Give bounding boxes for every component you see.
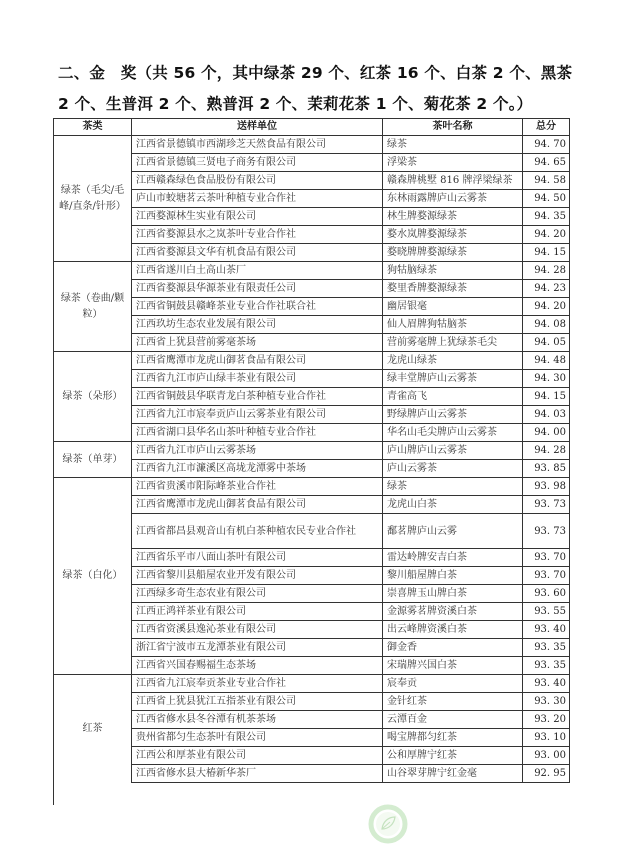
score-cell: 94. 30 <box>523 370 570 388</box>
name-cell: 绿茶 <box>383 478 523 496</box>
table-row <box>54 496 570 514</box>
header-name: 茶叶名称 <box>383 119 523 136</box>
section-heading <box>58 58 578 120</box>
score-cell: 92. 95 <box>523 765 570 783</box>
score-cell: 93. 40 <box>523 675 570 693</box>
heading-line-2: 2 个、生普洱 2 个、熟普洱 2 个、茉莉花茶 1 个、菊花茶 2 个。） <box>58 95 533 113</box>
name-cell: 公和厚牌宁红茶 <box>383 747 523 765</box>
unit-cell: 江西省铜鼓县华联青龙白茶种植专业合作社 <box>132 388 383 406</box>
unit-cell: 江西省九江市濂溪区高垅龙潭雾中茶场 <box>132 460 383 478</box>
score-cell: 93. 60 <box>523 585 570 603</box>
leaf-seal-icon <box>368 804 408 844</box>
table-row <box>54 585 570 603</box>
score-cell: 93. 98 <box>523 478 570 496</box>
score-cell: 93. 10 <box>523 729 570 747</box>
name-cell: 崇喜牌玉山牌白茶 <box>383 585 523 603</box>
unit-cell: 江西公和厚茶业有限公司 <box>132 747 383 765</box>
table-row <box>54 172 570 190</box>
name-cell: 华名山毛尖牌庐山云雾茶 <box>383 424 523 442</box>
name-cell: 山谷翠芽牌宁红金毫 <box>383 765 523 783</box>
header-score: 总分 <box>523 119 570 136</box>
name-cell: 绿茶 <box>383 136 523 154</box>
score-cell: 93. 85 <box>523 460 570 478</box>
name-cell: 宋瑞牌兴国白茶 <box>383 657 523 675</box>
unit-cell: 江西省上犹县营前雾毫茶场 <box>132 334 383 352</box>
table-row <box>54 549 570 567</box>
unit-cell: 江西省贵溪市阳际峰茶业合作社 <box>132 478 383 496</box>
table-row <box>54 298 570 316</box>
unit-cell: 江西省景德镇三贤电子商务有限公司 <box>132 154 383 172</box>
name-cell: 仙人眉牌狗牯脑茶 <box>383 316 523 334</box>
unit-cell: 江西省修水县冬谷潭有机茶茶场 <box>132 711 383 729</box>
unit-cell: 江西正鸿祥茶业有限公司 <box>132 603 383 621</box>
unit-cell: 江西省九江宸奉贡茶业专业合作社 <box>132 675 383 693</box>
score-cell: 93. 20 <box>523 711 570 729</box>
score-cell: 94. 28 <box>523 262 570 280</box>
score-cell: 93. 35 <box>523 657 570 675</box>
unit-cell: 江西省黎川县船屋农业开发有限公司 <box>132 567 383 585</box>
table-row <box>54 603 570 621</box>
unit-cell: 江西省婺源县文华有机食品有限公司 <box>132 244 383 262</box>
table-row <box>54 460 570 478</box>
table-row <box>54 388 570 406</box>
score-cell: 93. 55 <box>523 603 570 621</box>
table-row <box>54 693 570 711</box>
table-row <box>54 514 570 549</box>
name-cell: 狗牯脑绿茶 <box>383 262 523 280</box>
score-cell: 94. 65 <box>523 154 570 172</box>
name-cell: 龙虎山白茶 <box>383 496 523 514</box>
score-cell: 94. 00 <box>523 424 570 442</box>
score-cell: 93. 35 <box>523 639 570 657</box>
score-cell: 94. 50 <box>523 190 570 208</box>
score-cell: 94. 08 <box>523 316 570 334</box>
category-cell: 绿茶（朵形） <box>54 352 132 442</box>
table-row <box>54 370 570 388</box>
score-cell: 93. 73 <box>523 514 570 549</box>
unit-cell: 江西省九江市宸奉贡庐山云雾茶业有限公司 <box>132 406 383 424</box>
table-header-row <box>54 119 570 136</box>
heading-line-1: 二、金 奖（共 56 个，其中绿茶 29 个、红茶 16 个、白茶 2 个、黑茶 <box>58 64 573 82</box>
header-unit: 送样单位 <box>132 119 383 136</box>
unit-cell: 浙江省宁波市五龙潭茶业有限公司 <box>132 639 383 657</box>
name-cell: 青雀高飞 <box>383 388 523 406</box>
table-row <box>54 244 570 262</box>
name-cell: 野绿牌庐山云雾茶 <box>383 406 523 424</box>
unit-cell: 江西婺源林生实业有限公司 <box>132 208 383 226</box>
name-cell: 雷达岭牌安吉白茶 <box>383 549 523 567</box>
score-cell: 94. 20 <box>523 226 570 244</box>
table-continuation-line <box>53 783 54 805</box>
name-cell: 宸奉贡 <box>383 675 523 693</box>
unit-cell: 江西省上犹县犹江五指茶业有限公司 <box>132 693 383 711</box>
unit-cell: 江西省湖口县华名山茶叶种植专业合作社 <box>132 424 383 442</box>
score-cell: 94. 70 <box>523 136 570 154</box>
table-row <box>54 567 570 585</box>
unit-cell: 江西省婺源县水之岚茶叶专业合作社 <box>132 226 383 244</box>
unit-cell: 江西省资溪县逸沁茶业有限公司 <box>132 621 383 639</box>
score-cell: 93. 73 <box>523 496 570 514</box>
name-cell: 黎川船屋牌白茶 <box>383 567 523 585</box>
category-cell: 红茶 <box>54 675 132 783</box>
unit-cell: 江西省都昌县观音山有机白茶种植农民专业合作社 <box>132 514 383 549</box>
name-cell: 金针红茶 <box>383 693 523 711</box>
score-cell: 94. 15 <box>523 388 570 406</box>
unit-cell: 江西省兴国春赐福生态茶场 <box>132 657 383 675</box>
category-cell: 绿茶（卷曲/颗粒） <box>54 262 132 352</box>
unit-cell: 贵州省都匀生态茶叶有限公司 <box>132 729 383 747</box>
score-cell: 94. 15 <box>523 244 570 262</box>
score-cell: 94. 23 <box>523 280 570 298</box>
table-row <box>54 262 570 280</box>
name-cell: 出云峰牌资溪白茶 <box>383 621 523 639</box>
score-cell: 93. 40 <box>523 621 570 639</box>
table-row <box>54 675 570 693</box>
unit-cell: 江西绿多奇生态农业有限公司 <box>132 585 383 603</box>
category-cell: 绿茶（单芽） <box>54 442 132 478</box>
header-category: 茶类 <box>54 119 132 136</box>
name-cell: 赣森牌桃墅 816 牌浮梁绿茶 <box>383 172 523 190</box>
category-cell: 绿茶（毛尖/毛峰/直条/针形） <box>54 136 132 262</box>
name-cell: 喝宝牌都匀红茶 <box>383 729 523 747</box>
score-cell: 94. 05 <box>523 334 570 352</box>
unit-cell: 江西省乐平市八面山茶叶有限公司 <box>132 549 383 567</box>
table-row <box>54 280 570 298</box>
table-row <box>54 406 570 424</box>
score-cell: 94. 20 <box>523 298 570 316</box>
score-cell: 93. 70 <box>523 549 570 567</box>
unit-cell: 庐山市蛟塘茗云茶叶种植专业合作社 <box>132 190 383 208</box>
name-cell: 婺里香牌婺源绿茶 <box>383 280 523 298</box>
name-cell: 绿丰堂牌庐山云雾茶 <box>383 370 523 388</box>
table-row <box>54 478 570 496</box>
table-row <box>54 334 570 352</box>
gold-award-table <box>53 118 570 783</box>
table-row <box>54 316 570 334</box>
name-cell: 云潭百金 <box>383 711 523 729</box>
unit-cell: 江西省九江市庐山绿丰茶业有限公司 <box>132 370 383 388</box>
score-cell: 94. 58 <box>523 172 570 190</box>
unit-cell: 江西赣森绿色食品股份有限公司 <box>132 172 383 190</box>
unit-cell: 江西省景德镇市西湖珍芝天然食品有限公司 <box>132 136 383 154</box>
table-row <box>54 424 570 442</box>
name-cell: 庐山云雾茶 <box>383 460 523 478</box>
table-row <box>54 442 570 460</box>
unit-cell: 江西玖坊生态农业发展有限公司 <box>132 316 383 334</box>
table-row <box>54 208 570 226</box>
name-cell: 东林雨露牌庐山云雾茶 <box>383 190 523 208</box>
unit-cell: 江西省铜鼓县赣峰茶业专业合作社联合社 <box>132 298 383 316</box>
unit-cell: 江西省九江市庐山云雾茶场 <box>132 442 383 460</box>
table-body <box>54 136 570 783</box>
score-cell: 94. 35 <box>523 208 570 226</box>
name-cell: 龙虎山绿茶 <box>383 352 523 370</box>
unit-cell: 江西省修水县大椿新华茶厂 <box>132 765 383 783</box>
name-cell: 婺水岚牌婺源绿茶 <box>383 226 523 244</box>
table-row <box>54 747 570 765</box>
category-cell: 绿茶（白化） <box>54 478 132 675</box>
name-cell: 金源雾茗牌资溪白茶 <box>383 603 523 621</box>
table-row <box>54 765 570 783</box>
table-row <box>54 226 570 244</box>
score-cell: 94. 03 <box>523 406 570 424</box>
table-row <box>54 621 570 639</box>
name-cell: 鄱茗牌庐山云雾 <box>383 514 523 549</box>
score-cell: 93. 70 <box>523 567 570 585</box>
score-cell: 93. 30 <box>523 693 570 711</box>
name-cell: 幽居银毫 <box>383 298 523 316</box>
unit-cell: 江西省婺源县华源茶业有限责任公司 <box>132 280 383 298</box>
name-cell: 林生牌婺源绿茶 <box>383 208 523 226</box>
name-cell: 御金香 <box>383 639 523 657</box>
unit-cell: 江西省遂川白土高山茶厂 <box>132 262 383 280</box>
name-cell: 庐山牌庐山云雾茶 <box>383 442 523 460</box>
score-cell: 93. 00 <box>523 747 570 765</box>
table-row <box>54 729 570 747</box>
unit-cell: 江西省鹰潭市龙虎山御茗食品有限公司 <box>132 352 383 370</box>
table-row <box>54 352 570 370</box>
unit-cell: 江西省鹰潭市龙虎山御茗食品有限公司 <box>132 496 383 514</box>
table-row <box>54 154 570 172</box>
table-row <box>54 190 570 208</box>
table-row <box>54 657 570 675</box>
name-cell: 营前雾毫牌上犹绿茶毛尖 <box>383 334 523 352</box>
score-cell: 94. 28 <box>523 442 570 460</box>
table-row <box>54 711 570 729</box>
table-row <box>54 639 570 657</box>
name-cell: 婺晓牌牌婺源绿茶 <box>383 244 523 262</box>
score-cell: 94. 48 <box>523 352 570 370</box>
table-row <box>54 136 570 154</box>
name-cell: 浮梁茶 <box>383 154 523 172</box>
